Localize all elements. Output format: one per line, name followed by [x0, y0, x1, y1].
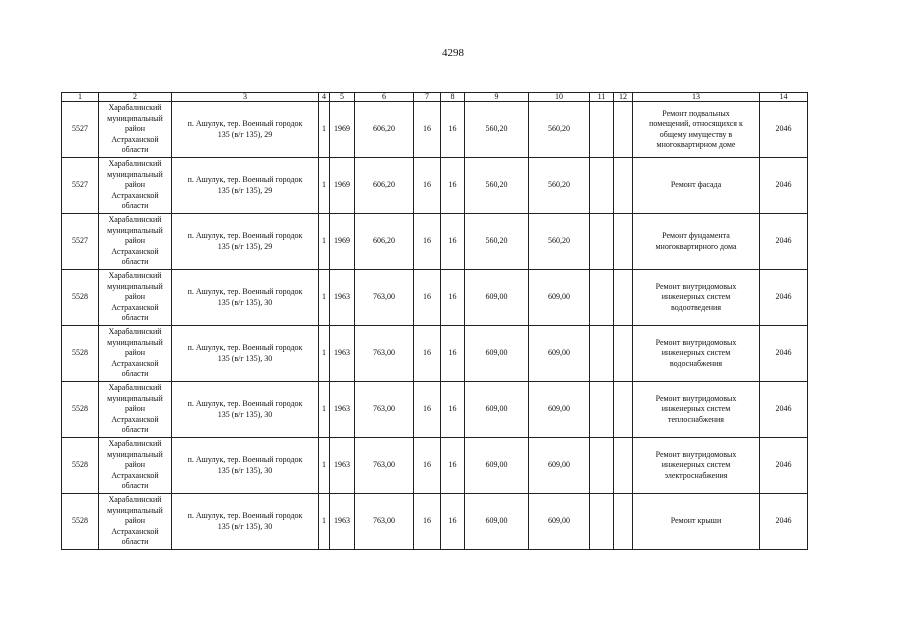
header-row: [62, 93, 808, 102]
col10-cell: 560,20: [529, 102, 590, 158]
table-row: [62, 102, 808, 158]
col12-cell: [614, 102, 633, 158]
municipality-cell-line: муниципальный: [107, 505, 163, 515]
col10-cell: 609,00: [529, 438, 590, 494]
col11-cell: [590, 382, 614, 438]
col7-cell: 16: [414, 494, 441, 550]
work-type-cell-line: Ремонт фасада: [670, 180, 722, 190]
col9-cell: 560,20: [465, 158, 529, 214]
col4-cell: 1: [319, 438, 330, 494]
row-id-cell: 5528: [62, 494, 99, 550]
municipality-cell-line: Харабалинский: [108, 103, 162, 113]
col10-cell: 560,20: [529, 214, 590, 270]
work-type-cell-line: Ремонт внутридомовых: [655, 449, 737, 459]
address-cell-line: п. Ашулук, тер. Военный городок: [187, 511, 303, 520]
col7-cell: 16: [414, 102, 441, 158]
period-cell: 2046: [760, 158, 808, 214]
period-cell: 2046: [760, 102, 808, 158]
work-type-cell-line: помещений, относящихся к: [649, 119, 743, 128]
address-cell: [172, 438, 319, 494]
address-cell-line: п. Ашулук, тер. Военный городок: [187, 343, 303, 352]
municipality-cell-line: муниципальный: [107, 113, 163, 123]
municipality-cell: [99, 382, 172, 438]
municipality-cell-line: области: [121, 537, 149, 547]
address-cell-line: 135 (в/г 135), 29: [217, 241, 273, 251]
municipality-cell: [99, 438, 172, 494]
col8-cell: 16: [441, 158, 465, 214]
col9-cell: 609,00: [465, 438, 529, 494]
col10-cell: 609,00: [529, 382, 590, 438]
address-cell: [172, 270, 319, 326]
row-id-cell: 5528: [62, 382, 99, 438]
column-header-8: 8: [441, 93, 465, 102]
period-cell: 2046: [760, 326, 808, 382]
municipality-cell-line: Харабалинский: [108, 327, 162, 337]
work-type-cell-line: инженерных систем: [661, 348, 731, 358]
municipality-cell-line: области: [121, 201, 149, 211]
col6-cell: 763,00: [355, 326, 414, 382]
municipality-cell-line: Астраханской: [111, 358, 159, 368]
col8-cell: 16: [441, 438, 465, 494]
column-header-10: 10: [529, 93, 590, 102]
column-header-7: 7: [414, 93, 441, 102]
year-cell: 1963: [330, 382, 355, 438]
table-body: [62, 93, 808, 550]
table-row: [62, 270, 808, 326]
address-cell-line: 135 (в/г 135), 29: [217, 185, 273, 195]
table-row: [62, 326, 808, 382]
col4-cell: 1: [319, 494, 330, 550]
column-header-4: 4: [319, 93, 330, 102]
table-row: [62, 158, 808, 214]
work-type-cell-line: электроснабжения: [664, 470, 728, 480]
col11-cell: [590, 494, 614, 550]
col7-cell: 16: [414, 326, 441, 382]
work-type-cell-line: Ремонт внутридомовых: [655, 337, 737, 347]
col11-cell: [590, 438, 614, 494]
col9-cell: 609,00: [465, 494, 529, 550]
work-type-cell: [633, 214, 760, 270]
municipality-cell-line: район: [124, 292, 146, 302]
col10-cell: 609,00: [529, 326, 590, 382]
col12-cell: [614, 214, 633, 270]
period-cell: 2046: [760, 438, 808, 494]
work-type-cell: [633, 270, 760, 326]
municipality-cell-line: области: [121, 313, 149, 323]
municipality-cell-line: Харабалинский: [108, 159, 162, 169]
period-cell: 2046: [760, 214, 808, 270]
column-header-5: 5: [330, 93, 355, 102]
municipality-cell-line: Астраханской: [111, 470, 159, 480]
work-type-cell: [633, 326, 760, 382]
col4-cell: 1: [319, 326, 330, 382]
municipality-cell-line: муниципальный: [107, 281, 163, 291]
page-number: 4298: [442, 47, 464, 59]
col9-cell: 609,00: [465, 270, 529, 326]
col7-cell: 16: [414, 438, 441, 494]
column-header-14: 14: [760, 93, 808, 102]
municipality-cell-line: Астраханской: [111, 134, 159, 144]
col10-cell: 609,00: [529, 270, 590, 326]
work-type-cell-line: водоснабжения: [669, 358, 723, 368]
col12-cell: [614, 326, 633, 382]
row-id-cell: 5527: [62, 158, 99, 214]
col10-cell: 609,00: [529, 494, 590, 550]
municipality-cell: [99, 214, 172, 270]
municipality-cell: [99, 494, 172, 550]
col7-cell: 16: [414, 158, 441, 214]
col4-cell: 1: [319, 214, 330, 270]
column-header-12: 12: [614, 93, 633, 102]
address-cell: [172, 214, 319, 270]
work-type-cell-line: Ремонт внутридомовых: [655, 393, 737, 403]
municipality-cell-line: Астраханской: [111, 246, 159, 256]
municipality-cell: [99, 102, 172, 158]
work-type-cell-line: Ремонт подвальных: [662, 108, 730, 118]
work-type-cell-line: многоквартирном доме: [656, 140, 736, 149]
table-row: [62, 214, 808, 270]
address-cell-line: п. Ашулук, тер. Военный городок: [187, 119, 303, 128]
capital-repair-table: [61, 92, 808, 550]
column-header-13: 13: [633, 93, 760, 102]
municipality-cell-line: район: [124, 516, 146, 526]
address-cell-line: п. Ашулук, тер. Военный городок: [187, 231, 303, 240]
year-cell: 1969: [330, 102, 355, 158]
address-cell-line: 135 (в/г 135), 29: [217, 129, 273, 139]
row-id-cell: 5528: [62, 270, 99, 326]
col6-cell: 606,20: [355, 102, 414, 158]
municipality-cell-line: муниципальный: [107, 393, 163, 403]
year-cell: 1963: [330, 270, 355, 326]
municipality-cell-line: район: [124, 460, 146, 470]
work-type-cell: [633, 494, 760, 550]
municipality-cell: [99, 326, 172, 382]
col8-cell: 16: [441, 214, 465, 270]
municipality-cell-line: области: [121, 369, 149, 379]
address-cell-line: п. Ашулук, тер. Военный городок: [187, 455, 303, 464]
work-type-cell-line: Ремонт фундамента: [662, 231, 730, 240]
col11-cell: [590, 270, 614, 326]
municipality-cell: [99, 270, 172, 326]
municipality-cell-line: муниципальный: [107, 225, 163, 235]
work-type-cell-line: инженерных систем: [661, 292, 731, 302]
municipality-cell-line: район: [124, 348, 146, 358]
col12-cell: [614, 494, 633, 550]
period-cell: 2046: [760, 270, 808, 326]
col7-cell: 16: [414, 382, 441, 438]
work-type-cell-line: общему имуществу в: [659, 129, 733, 139]
col11-cell: [590, 102, 614, 158]
municipality-cell-line: области: [121, 425, 149, 435]
table-row: [62, 438, 808, 494]
row-id-cell: 5528: [62, 326, 99, 382]
col8-cell: 16: [441, 270, 465, 326]
work-type-cell-line: Ремонт крыши: [670, 516, 722, 526]
col6-cell: 606,20: [355, 214, 414, 270]
col11-cell: [590, 158, 614, 214]
municipality-cell: [99, 158, 172, 214]
municipality-cell-line: области: [121, 481, 149, 491]
work-type-cell-line: теплоснабжения: [668, 414, 724, 424]
row-id-cell: 5528: [62, 438, 99, 494]
work-type-cell-line: водоотведения: [671, 302, 721, 312]
year-cell: 1963: [330, 326, 355, 382]
col8-cell: 16: [441, 382, 465, 438]
municipality-cell-line: Харабалинский: [108, 383, 162, 393]
col8-cell: 16: [441, 494, 465, 550]
col6-cell: 763,00: [355, 438, 414, 494]
address-cell-line: 135 (в/г 135), 30: [217, 353, 273, 363]
work-type-cell: [633, 438, 760, 494]
municipality-cell-line: район: [124, 124, 146, 134]
municipality-cell-line: Астраханской: [111, 190, 159, 200]
address-cell-line: 135 (в/г 135), 30: [217, 297, 273, 307]
work-type-cell: [633, 382, 760, 438]
municipality-cell-line: муниципальный: [107, 449, 163, 459]
year-cell: 1963: [330, 494, 355, 550]
address-cell-line: 135 (в/г 135), 30: [217, 521, 273, 531]
period-cell: 2046: [760, 494, 808, 550]
table-row: [62, 382, 808, 438]
work-type-cell-line: Ремонт внутридомовых: [655, 281, 737, 291]
column-header-6: 6: [355, 93, 414, 102]
col6-cell: 606,20: [355, 158, 414, 214]
col11-cell: [590, 326, 614, 382]
row-id-cell: 5527: [62, 214, 99, 270]
municipality-cell-line: район: [124, 236, 146, 246]
address-cell-line: п. Ашулук, тер. Военный городок: [187, 399, 303, 408]
municipality-cell-line: области: [121, 145, 149, 155]
col9-cell: 609,00: [465, 326, 529, 382]
col4-cell: 1: [319, 102, 330, 158]
col7-cell: 16: [414, 214, 441, 270]
col4-cell: 1: [319, 270, 330, 326]
municipality-cell-line: район: [124, 180, 146, 190]
work-type-cell-line: многоквартирного дома: [655, 241, 737, 251]
col4-cell: 1: [319, 158, 330, 214]
municipality-cell-line: муниципальный: [107, 169, 163, 179]
municipality-cell-line: Астраханской: [111, 302, 159, 312]
municipality-cell-line: район: [124, 404, 146, 414]
col6-cell: 763,00: [355, 270, 414, 326]
address-cell-line: п. Ашулук, тер. Военный городок: [187, 287, 303, 296]
col9-cell: 560,20: [465, 214, 529, 270]
municipality-cell-line: Харабалинский: [108, 271, 162, 281]
col10-cell: 560,20: [529, 158, 590, 214]
col4-cell: 1: [319, 382, 330, 438]
col12-cell: [614, 158, 633, 214]
table-row: [62, 494, 808, 550]
column-header-11: 11: [590, 93, 614, 102]
municipality-cell-line: муниципальный: [107, 337, 163, 347]
column-header-2: 2: [99, 93, 172, 102]
work-type-cell: [633, 158, 760, 214]
address-cell: [172, 382, 319, 438]
municipality-cell-line: Харабалинский: [108, 495, 162, 505]
address-cell: [172, 102, 319, 158]
row-id-cell: 5527: [62, 102, 99, 158]
column-header-9: 9: [465, 93, 529, 102]
municipality-cell-line: Харабалинский: [108, 439, 162, 449]
address-cell-line: 135 (в/г 135), 30: [217, 409, 273, 419]
col7-cell: 16: [414, 270, 441, 326]
address-cell-line: 135 (в/г 135), 30: [217, 465, 273, 475]
col12-cell: [614, 270, 633, 326]
work-type-cell-line: инженерных систем: [661, 404, 731, 414]
col8-cell: 16: [441, 326, 465, 382]
municipality-cell-line: области: [121, 257, 149, 267]
col12-cell: [614, 438, 633, 494]
col12-cell: [614, 382, 633, 438]
col9-cell: 560,20: [465, 102, 529, 158]
year-cell: 1969: [330, 158, 355, 214]
work-type-cell-line: инженерных систем: [661, 460, 731, 470]
municipality-cell-line: Астраханской: [111, 526, 159, 536]
column-header-3: 3: [172, 93, 319, 102]
work-type-cell: [633, 102, 760, 158]
col6-cell: 763,00: [355, 382, 414, 438]
period-cell: 2046: [760, 382, 808, 438]
year-cell: 1963: [330, 438, 355, 494]
municipality-cell-line: Харабалинский: [108, 215, 162, 225]
col6-cell: 763,00: [355, 494, 414, 550]
col8-cell: 16: [441, 102, 465, 158]
col9-cell: 609,00: [465, 382, 529, 438]
address-cell-line: п. Ашулук, тер. Военный городок: [187, 175, 303, 184]
year-cell: 1969: [330, 214, 355, 270]
address-cell: [172, 158, 319, 214]
column-header-1: 1: [62, 93, 99, 102]
col11-cell: [590, 214, 614, 270]
address-cell: [172, 494, 319, 550]
address-cell: [172, 326, 319, 382]
municipality-cell-line: Астраханской: [111, 414, 159, 424]
